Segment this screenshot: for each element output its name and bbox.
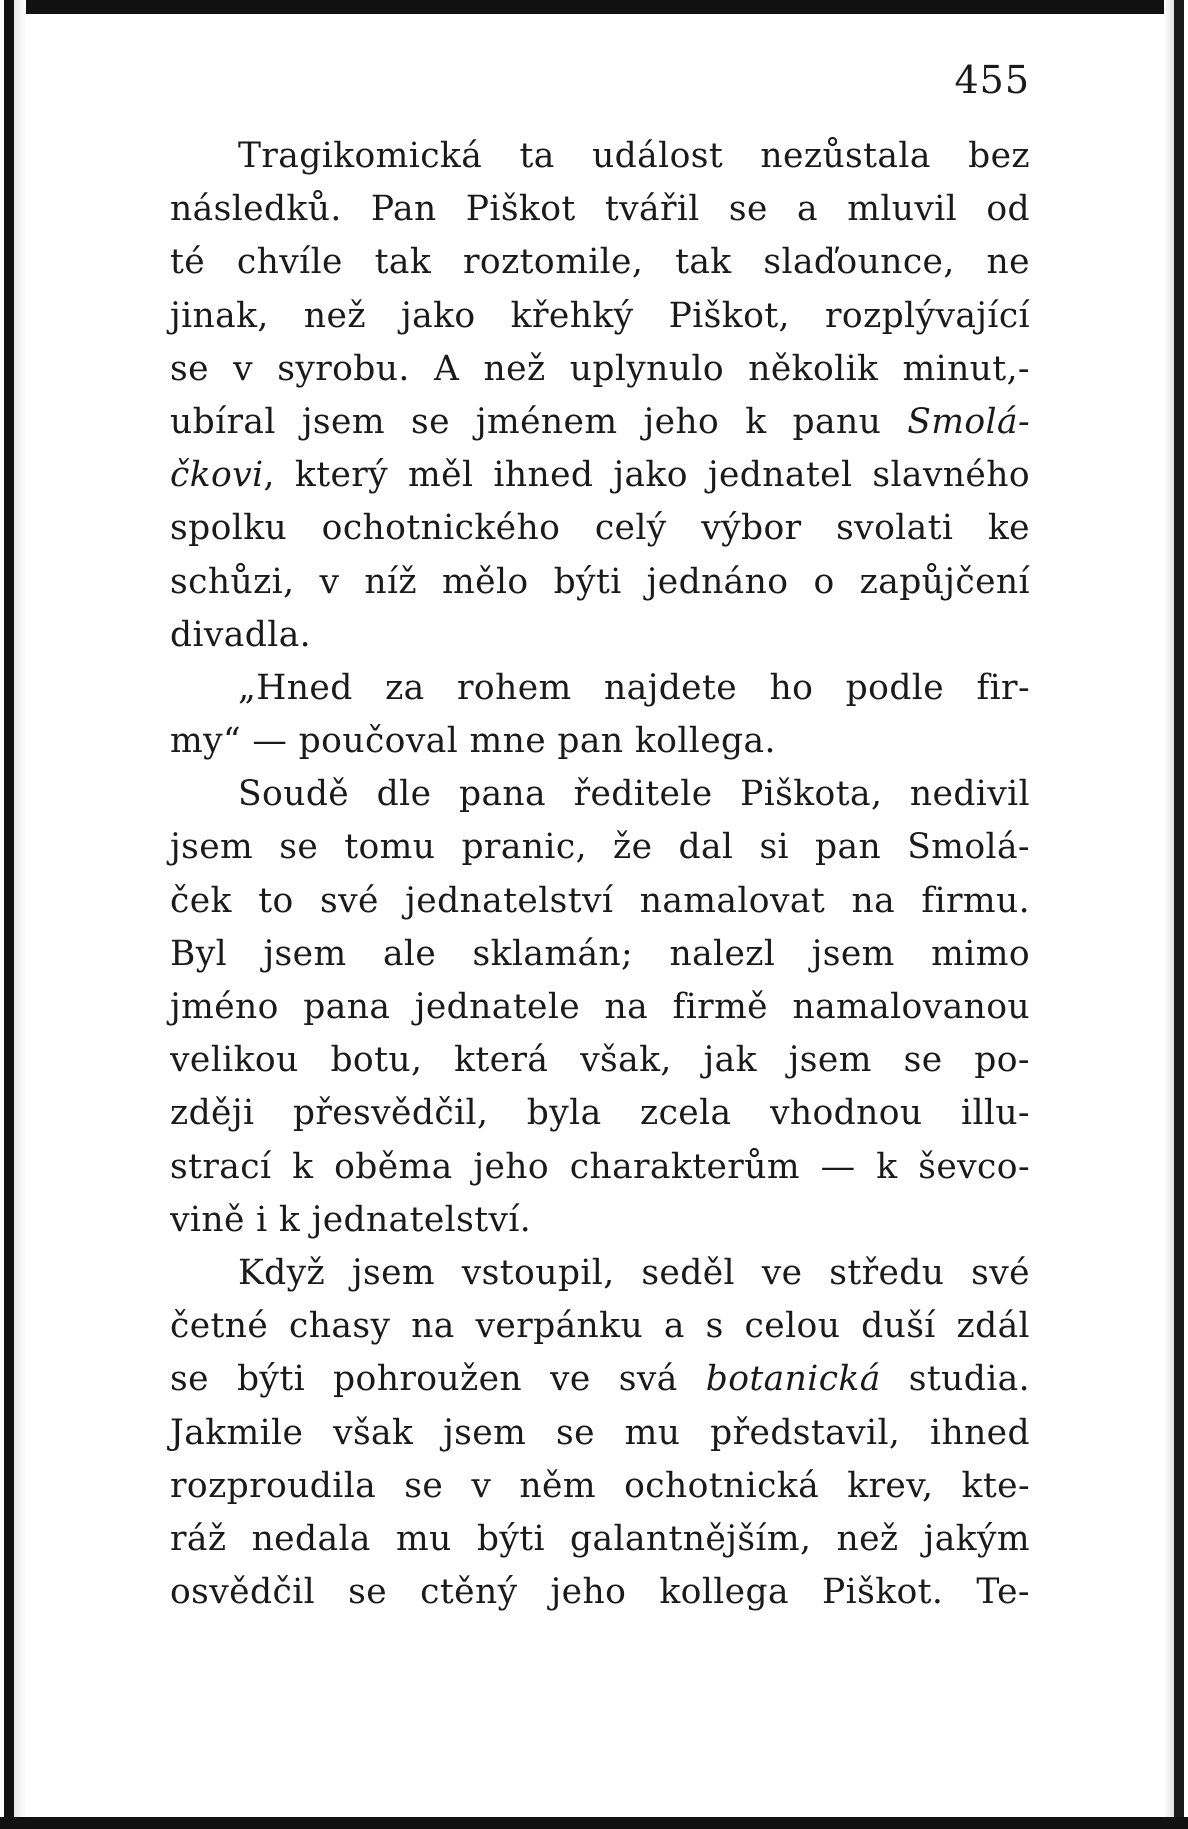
text-line xyxy=(170,928,1030,981)
line-text-before-italic: se býti pohroužen ve svá xyxy=(170,1359,706,1400)
body-text xyxy=(170,130,1030,1619)
line-text-after-italic: , který měl ihned jako jednatel slavného xyxy=(263,455,1030,496)
line-text: vině i k jednatelství. xyxy=(170,1199,532,1240)
scan-border-bottom xyxy=(0,1817,1188,1829)
text-line xyxy=(170,396,1030,449)
line-text: ráž nedala mu býti galantnějším, než jakým xyxy=(170,1518,1030,1559)
line-text-after-italic: studia. xyxy=(880,1359,1030,1400)
page-number: 455 xyxy=(954,58,1030,102)
text-line xyxy=(170,556,1030,609)
line-text: se v syrobu. A než uplynulo několik minut,- xyxy=(170,348,1030,389)
text-line xyxy=(170,662,1030,715)
text-line xyxy=(170,821,1030,874)
line-text: Když jsem vstoupil, seděl ve středu své xyxy=(238,1252,1030,1293)
text-line xyxy=(170,609,1030,662)
line-text: divadla. xyxy=(170,614,312,655)
text-line xyxy=(170,1566,1030,1619)
text-line xyxy=(170,715,1030,768)
line-text: Byl jsem ale sklamán; nalezl jsem mimo xyxy=(170,933,1030,974)
text-line xyxy=(170,1353,1030,1406)
line-text: ček to své jednatelství namalovat na firmu. xyxy=(170,880,1030,921)
line-text: spolku ochotnického celý výbor svolati ke xyxy=(170,508,1030,549)
text-line xyxy=(170,981,1030,1034)
line-text: strací k oběma jeho charakterům — k ševco- xyxy=(170,1146,1030,1187)
line-text: zději přesvědčil, byla zcela vhodnou illu- xyxy=(170,1093,1030,1134)
scan-border-top xyxy=(0,0,1188,14)
line-text: Soudě dle pana ředitele Piškota, nedivil xyxy=(238,774,1030,815)
line-text: té chvíle tak roztomile, tak slaďounce, ne xyxy=(170,242,1030,283)
text-line xyxy=(170,1460,1030,1513)
line-text: Jakmile však jsem se mu představil, ihned xyxy=(170,1412,1030,1453)
text-line xyxy=(170,875,1030,928)
italic-text: čkovi xyxy=(170,455,264,496)
italic-text: Smolá- xyxy=(907,401,1030,442)
text-line xyxy=(170,1141,1030,1194)
line-text: jméno pana jednatele na firmě namalovanou xyxy=(170,987,1030,1027)
text-line xyxy=(170,1247,1030,1300)
line-text: rozproudila se v něm ochotnická krev, kte- xyxy=(170,1465,1030,1506)
text-line xyxy=(170,1087,1030,1140)
text-line xyxy=(170,1194,1030,1247)
text-line xyxy=(170,130,1030,183)
text-line xyxy=(170,768,1030,821)
line-text: jsem se tomu pranic, že dal si pan Smolá- xyxy=(170,827,1030,868)
line-text: „Hned za rohem najdete ho podle fir- xyxy=(238,667,1030,708)
scan-border-left xyxy=(0,0,26,1829)
line-text: my“ — poučoval mne pan kollega. xyxy=(170,721,776,762)
line-text-before-italic: ubíral jsem se jménem jeho k panu xyxy=(170,401,908,442)
text-line xyxy=(170,183,1030,236)
text-line xyxy=(170,290,1030,343)
text-line xyxy=(170,1513,1030,1566)
text-line xyxy=(170,343,1030,396)
scan-border-right xyxy=(1164,0,1188,1829)
text-line xyxy=(170,502,1030,555)
text-line xyxy=(170,236,1030,289)
text-line xyxy=(170,449,1030,502)
line-text: jinak, než jako křehký Piškot, rozplývající xyxy=(170,295,1030,336)
line-text: Tragikomická ta událost nezůstala bez xyxy=(238,136,1030,176)
text-line xyxy=(170,1034,1030,1087)
line-text: osvědčil se ctěný jeho kollega Piškot. Te- xyxy=(170,1572,1030,1613)
text-line xyxy=(170,1300,1030,1353)
line-text: četné chasy na verpánku a s celou duší zdál xyxy=(170,1306,1030,1347)
line-text: schůzi, v níž mělo býti jednáno o zapůjčení xyxy=(170,561,1030,602)
line-text: velikou botu, která však, jak jsem se po- xyxy=(170,1040,1030,1081)
text-line xyxy=(170,1407,1030,1460)
line-text: následků. Pan Piškot tvářil se a mluvil od xyxy=(170,189,1030,230)
italic-text: botanická xyxy=(705,1359,881,1400)
